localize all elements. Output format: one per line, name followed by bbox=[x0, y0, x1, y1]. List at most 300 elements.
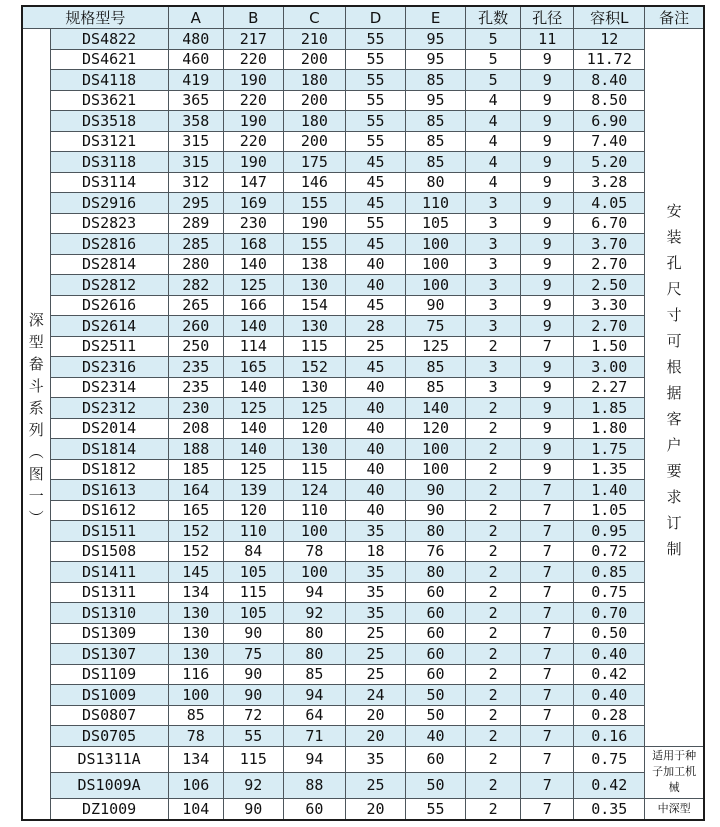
spec-table bbox=[21, 5, 705, 821]
cell-hole-diameter: 7 bbox=[521, 480, 574, 501]
cell-model: DS1009 bbox=[50, 685, 168, 706]
customization-note-text: 安装孔尺寸可根据客户要求订制 bbox=[664, 203, 683, 568]
cell-d: 55 bbox=[345, 111, 405, 132]
cell-hole-count: 3 bbox=[466, 357, 521, 378]
cell-d: 40 bbox=[345, 459, 405, 480]
cell-hole-count: 3 bbox=[466, 316, 521, 337]
cell-volume: 1.35 bbox=[574, 459, 645, 480]
table-row bbox=[22, 541, 704, 562]
cell-volume: 1.05 bbox=[574, 500, 645, 521]
cell-a: 312 bbox=[168, 172, 223, 193]
cell-c: 130 bbox=[283, 316, 345, 337]
cell-hole-count: 5 bbox=[466, 70, 521, 91]
cell-b: 140 bbox=[223, 316, 283, 337]
cell-a: 365 bbox=[168, 90, 223, 111]
cell-d: 24 bbox=[345, 685, 405, 706]
cell-hole-count: 4 bbox=[466, 131, 521, 152]
cell-e: 95 bbox=[406, 49, 466, 70]
table-row bbox=[22, 603, 704, 624]
cell-c: 71 bbox=[283, 726, 345, 747]
cell-volume: 1.85 bbox=[574, 398, 645, 419]
table-body bbox=[22, 29, 704, 821]
cell-volume: 6.90 bbox=[574, 111, 645, 132]
table-row bbox=[22, 705, 704, 726]
table-row bbox=[22, 316, 704, 337]
cell-hole-diameter: 9 bbox=[521, 49, 574, 70]
cell-d: 55 bbox=[345, 90, 405, 111]
table-row bbox=[22, 799, 704, 820]
cell-a: 285 bbox=[168, 234, 223, 255]
header-d: D bbox=[345, 6, 405, 29]
cell-volume: 8.50 bbox=[574, 90, 645, 111]
cell-volume: 0.35 bbox=[574, 799, 645, 820]
cell-a: 235 bbox=[168, 357, 223, 378]
cell-e: 76 bbox=[406, 541, 466, 562]
table-row bbox=[22, 254, 704, 275]
cell-b: 92 bbox=[223, 772, 283, 798]
cell-hole-diameter: 7 bbox=[521, 644, 574, 665]
cell-d: 28 bbox=[345, 316, 405, 337]
cell-d: 40 bbox=[345, 275, 405, 296]
cell-d: 18 bbox=[345, 541, 405, 562]
cell-hole-diameter: 9 bbox=[521, 439, 574, 460]
cell-hole-diameter: 9 bbox=[521, 90, 574, 111]
cell-model: DS1613 bbox=[50, 480, 168, 501]
cell-hole-diameter: 9 bbox=[521, 111, 574, 132]
cell-d: 45 bbox=[345, 152, 405, 173]
table-row bbox=[22, 275, 704, 296]
cell-e: 90 bbox=[406, 480, 466, 501]
cell-model: DS1310 bbox=[50, 603, 168, 624]
cell-hole-count: 2 bbox=[466, 644, 521, 665]
cell-e: 100 bbox=[406, 234, 466, 255]
cell-d: 55 bbox=[345, 70, 405, 91]
cell-model: DS1309 bbox=[50, 623, 168, 644]
cell-model: DS1511 bbox=[50, 521, 168, 542]
cell-c: 152 bbox=[283, 357, 345, 378]
cell-hole-count: 2 bbox=[466, 459, 521, 480]
cell-a: 282 bbox=[168, 275, 223, 296]
cell-model: DS3118 bbox=[50, 152, 168, 173]
table-row bbox=[22, 172, 704, 193]
cell-a: 104 bbox=[168, 799, 223, 820]
cell-hole-count: 2 bbox=[466, 664, 521, 685]
table-row bbox=[22, 480, 704, 501]
cell-b: 220 bbox=[223, 131, 283, 152]
cell-model: DS1814 bbox=[50, 439, 168, 460]
cell-a: 134 bbox=[168, 582, 223, 603]
cell-a: 419 bbox=[168, 70, 223, 91]
cell-hole-count: 4 bbox=[466, 90, 521, 111]
cell-volume: 8.40 bbox=[574, 70, 645, 91]
cell-c: 80 bbox=[283, 623, 345, 644]
table-row bbox=[22, 70, 704, 91]
cell-a: 152 bbox=[168, 541, 223, 562]
cell-hole-diameter: 11 bbox=[521, 29, 574, 50]
cell-model: DS0705 bbox=[50, 726, 168, 747]
cell-hole-diameter: 7 bbox=[521, 336, 574, 357]
cell-a: 116 bbox=[168, 664, 223, 685]
cell-e: 100 bbox=[406, 439, 466, 460]
header-b: B bbox=[223, 6, 283, 29]
cell-a: 164 bbox=[168, 480, 223, 501]
cell-a: 130 bbox=[168, 623, 223, 644]
cell-c: 190 bbox=[283, 213, 345, 234]
cell-c: 78 bbox=[283, 541, 345, 562]
cell-e: 60 bbox=[406, 603, 466, 624]
cell-a: 295 bbox=[168, 193, 223, 214]
cell-c: 60 bbox=[283, 799, 345, 820]
cell-hole-diameter: 7 bbox=[521, 799, 574, 820]
cell-b: 140 bbox=[223, 254, 283, 275]
cell-e: 60 bbox=[406, 664, 466, 685]
cell-b: 140 bbox=[223, 418, 283, 439]
header-hole-diameter: 孔径 bbox=[521, 6, 574, 29]
cell-c: 154 bbox=[283, 295, 345, 316]
cell-volume: 0.42 bbox=[574, 772, 645, 798]
table-row bbox=[22, 29, 704, 50]
cell-d: 45 bbox=[345, 234, 405, 255]
cell-b: 90 bbox=[223, 664, 283, 685]
cell-volume: 1.75 bbox=[574, 439, 645, 460]
cell-c: 92 bbox=[283, 603, 345, 624]
cell-d: 40 bbox=[345, 254, 405, 275]
table-row bbox=[22, 439, 704, 460]
cell-hole-diameter: 9 bbox=[521, 275, 574, 296]
cell-hole-count: 2 bbox=[466, 623, 521, 644]
cell-c: 85 bbox=[283, 664, 345, 685]
cell-a: 358 bbox=[168, 111, 223, 132]
cell-model: DS1009A bbox=[50, 772, 168, 798]
cell-e: 60 bbox=[406, 644, 466, 665]
cell-a: 130 bbox=[168, 644, 223, 665]
table-row bbox=[22, 152, 704, 173]
cell-d: 40 bbox=[345, 398, 405, 419]
cell-d: 20 bbox=[345, 705, 405, 726]
cell-volume: 4.05 bbox=[574, 193, 645, 214]
header-volume: 容积L bbox=[574, 6, 645, 29]
cell-volume: 6.70 bbox=[574, 213, 645, 234]
cell-hole-diameter: 7 bbox=[521, 500, 574, 521]
cell-c: 130 bbox=[283, 275, 345, 296]
cell-e: 85 bbox=[406, 357, 466, 378]
cell-a: 480 bbox=[168, 29, 223, 50]
cell-hole-count: 5 bbox=[466, 29, 521, 50]
cell-hole-count: 2 bbox=[466, 746, 521, 772]
header-model: 规格型号 bbox=[22, 6, 168, 29]
cell-hole-count: 4 bbox=[466, 172, 521, 193]
cell-e: 95 bbox=[406, 90, 466, 111]
cell-model: DS2314 bbox=[50, 377, 168, 398]
cell-b: 105 bbox=[223, 562, 283, 583]
cell-b: 125 bbox=[223, 398, 283, 419]
cell-c: 88 bbox=[283, 772, 345, 798]
table-row bbox=[22, 685, 704, 706]
cell-c: 200 bbox=[283, 49, 345, 70]
cell-c: 124 bbox=[283, 480, 345, 501]
cell-b: 140 bbox=[223, 439, 283, 460]
cell-hole-diameter: 7 bbox=[521, 603, 574, 624]
header-hole-count: 孔数 bbox=[466, 6, 521, 29]
cell-c: 180 bbox=[283, 70, 345, 91]
cell-volume: 2.27 bbox=[574, 377, 645, 398]
cell-model: DS0807 bbox=[50, 705, 168, 726]
cell-d: 25 bbox=[345, 644, 405, 665]
cell-volume: 0.28 bbox=[574, 705, 645, 726]
cell-d: 40 bbox=[345, 418, 405, 439]
cell-hole-count: 3 bbox=[466, 377, 521, 398]
cell-volume: 3.70 bbox=[574, 234, 645, 255]
cell-a: 280 bbox=[168, 254, 223, 275]
cell-c: 120 bbox=[283, 418, 345, 439]
cell-model: DZ1009 bbox=[50, 799, 168, 820]
cell-b: 75 bbox=[223, 644, 283, 665]
cell-b: 139 bbox=[223, 480, 283, 501]
cell-e: 140 bbox=[406, 398, 466, 419]
cell-d: 20 bbox=[345, 726, 405, 747]
cell-d: 35 bbox=[345, 746, 405, 772]
cell-volume: 3.28 bbox=[574, 172, 645, 193]
cell-a: 130 bbox=[168, 603, 223, 624]
cell-e: 110 bbox=[406, 193, 466, 214]
cell-hole-count: 2 bbox=[466, 521, 521, 542]
cell-volume: 1.80 bbox=[574, 418, 645, 439]
cell-hole-count: 2 bbox=[466, 439, 521, 460]
cell-e: 80 bbox=[406, 562, 466, 583]
cell-b: 140 bbox=[223, 377, 283, 398]
cell-hole-count: 2 bbox=[466, 336, 521, 357]
cell-d: 45 bbox=[345, 357, 405, 378]
cell-model: DS2511 bbox=[50, 336, 168, 357]
cell-model: DS1109 bbox=[50, 664, 168, 685]
cell-volume: 11.72 bbox=[574, 49, 645, 70]
cell-d: 35 bbox=[345, 562, 405, 583]
cell-b: 72 bbox=[223, 705, 283, 726]
cell-model: DS2916 bbox=[50, 193, 168, 214]
cell-hole-diameter: 9 bbox=[521, 295, 574, 316]
cell-model: DS2312 bbox=[50, 398, 168, 419]
cell-c: 80 bbox=[283, 644, 345, 665]
cell-hole-count: 3 bbox=[466, 295, 521, 316]
table-row bbox=[22, 213, 704, 234]
table-row bbox=[22, 357, 704, 378]
table-row bbox=[22, 111, 704, 132]
cell-d: 40 bbox=[345, 439, 405, 460]
cell-c: 138 bbox=[283, 254, 345, 275]
cell-c: 94 bbox=[283, 582, 345, 603]
cell-hole-count: 2 bbox=[466, 480, 521, 501]
cell-b: 120 bbox=[223, 500, 283, 521]
cell-c: 100 bbox=[283, 562, 345, 583]
cell-c: 110 bbox=[283, 500, 345, 521]
cell-hole-diameter: 9 bbox=[521, 152, 574, 173]
cell-model: DS1307 bbox=[50, 644, 168, 665]
cell-a: 230 bbox=[168, 398, 223, 419]
cell-d: 40 bbox=[345, 500, 405, 521]
cell-a: 145 bbox=[168, 562, 223, 583]
cell-c: 94 bbox=[283, 746, 345, 772]
cell-model: DS4118 bbox=[50, 70, 168, 91]
cell-c: 200 bbox=[283, 131, 345, 152]
cell-hole-count: 2 bbox=[466, 541, 521, 562]
cell-b: 115 bbox=[223, 746, 283, 772]
cell-volume: 3.00 bbox=[574, 357, 645, 378]
cell-hole-diameter: 9 bbox=[521, 418, 574, 439]
cell-model: DS2316 bbox=[50, 357, 168, 378]
cell-model: DS4822 bbox=[50, 29, 168, 50]
cell-a: 460 bbox=[168, 49, 223, 70]
cell-b: 190 bbox=[223, 152, 283, 173]
header-c: C bbox=[283, 6, 345, 29]
cell-volume: 2.50 bbox=[574, 275, 645, 296]
cell-model: DS1311 bbox=[50, 582, 168, 603]
header-a: A bbox=[168, 6, 223, 29]
cell-c: 146 bbox=[283, 172, 345, 193]
cell-a: 152 bbox=[168, 521, 223, 542]
cell-hole-count: 2 bbox=[466, 799, 521, 820]
cell-hole-diameter: 9 bbox=[521, 398, 574, 419]
cell-hole-count: 3 bbox=[466, 275, 521, 296]
cell-b: 114 bbox=[223, 336, 283, 357]
cell-hole-diameter: 7 bbox=[521, 541, 574, 562]
cell-volume: 0.42 bbox=[574, 664, 645, 685]
cell-model: DS1612 bbox=[50, 500, 168, 521]
cell-b: 125 bbox=[223, 275, 283, 296]
table-row bbox=[22, 131, 704, 152]
table-row bbox=[22, 90, 704, 111]
cell-b: 169 bbox=[223, 193, 283, 214]
remark-seed-machinery: 适用于种子加工机械 bbox=[645, 746, 704, 799]
cell-volume: 0.50 bbox=[574, 623, 645, 644]
cell-volume: 0.75 bbox=[574, 582, 645, 603]
cell-b: 147 bbox=[223, 172, 283, 193]
cell-hole-count: 3 bbox=[466, 213, 521, 234]
table-row bbox=[22, 459, 704, 480]
cell-model: DS3114 bbox=[50, 172, 168, 193]
cell-model: DS2616 bbox=[50, 295, 168, 316]
cell-a: 106 bbox=[168, 772, 223, 798]
cell-hole-count: 2 bbox=[466, 500, 521, 521]
cell-d: 45 bbox=[345, 295, 405, 316]
cell-d: 55 bbox=[345, 213, 405, 234]
cell-e: 50 bbox=[406, 705, 466, 726]
cell-a: 265 bbox=[168, 295, 223, 316]
table-row bbox=[22, 418, 704, 439]
cell-volume: 0.40 bbox=[574, 644, 645, 665]
cell-model: DS1812 bbox=[50, 459, 168, 480]
cell-hole-count: 2 bbox=[466, 603, 521, 624]
table-row bbox=[22, 623, 704, 644]
cell-e: 85 bbox=[406, 377, 466, 398]
series-vertical-label-text: 深型畚斗系列（图一） bbox=[26, 312, 45, 532]
cell-b: 220 bbox=[223, 49, 283, 70]
cell-hole-diameter: 9 bbox=[521, 357, 574, 378]
table-row bbox=[22, 398, 704, 419]
cell-d: 45 bbox=[345, 172, 405, 193]
cell-hole-diameter: 9 bbox=[521, 377, 574, 398]
cell-model: DS3621 bbox=[50, 90, 168, 111]
cell-c: 64 bbox=[283, 705, 345, 726]
cell-e: 105 bbox=[406, 213, 466, 234]
header-e: E bbox=[406, 6, 466, 29]
cell-e: 60 bbox=[406, 582, 466, 603]
cell-hole-count: 3 bbox=[466, 193, 521, 214]
cell-a: 315 bbox=[168, 152, 223, 173]
table-row bbox=[22, 644, 704, 665]
table-row bbox=[22, 772, 704, 798]
cell-volume: 0.16 bbox=[574, 726, 645, 747]
cell-hole-count: 4 bbox=[466, 152, 521, 173]
cell-a: 208 bbox=[168, 418, 223, 439]
cell-c: 130 bbox=[283, 439, 345, 460]
cell-hole-diameter: 7 bbox=[521, 623, 574, 644]
cell-hole-diameter: 9 bbox=[521, 172, 574, 193]
cell-e: 100 bbox=[406, 459, 466, 480]
cell-e: 125 bbox=[406, 336, 466, 357]
cell-hole-count: 4 bbox=[466, 111, 521, 132]
cell-d: 35 bbox=[345, 603, 405, 624]
cell-c: 155 bbox=[283, 193, 345, 214]
cell-b: 166 bbox=[223, 295, 283, 316]
cell-hole-count: 2 bbox=[466, 398, 521, 419]
cell-d: 45 bbox=[345, 193, 405, 214]
cell-hole-diameter: 9 bbox=[521, 70, 574, 91]
cell-hole-count: 2 bbox=[466, 562, 521, 583]
cell-hole-diameter: 7 bbox=[521, 705, 574, 726]
cell-a: 188 bbox=[168, 439, 223, 460]
cell-model: DS2812 bbox=[50, 275, 168, 296]
cell-hole-diameter: 9 bbox=[521, 254, 574, 275]
cell-volume: 0.75 bbox=[574, 746, 645, 772]
cell-e: 60 bbox=[406, 623, 466, 644]
cell-b: 90 bbox=[223, 623, 283, 644]
table-row bbox=[22, 746, 704, 772]
cell-volume: 7.40 bbox=[574, 131, 645, 152]
cell-a: 185 bbox=[168, 459, 223, 480]
cell-d: 40 bbox=[345, 480, 405, 501]
cell-e: 80 bbox=[406, 172, 466, 193]
cell-e: 50 bbox=[406, 772, 466, 798]
cell-b: 55 bbox=[223, 726, 283, 747]
cell-e: 95 bbox=[406, 29, 466, 50]
cell-hole-diameter: 9 bbox=[521, 459, 574, 480]
cell-model: DS1311A bbox=[50, 746, 168, 772]
cell-hole-diameter: 7 bbox=[521, 772, 574, 798]
cell-b: 110 bbox=[223, 521, 283, 542]
cell-a: 78 bbox=[168, 726, 223, 747]
cell-c: 100 bbox=[283, 521, 345, 542]
cell-hole-count: 2 bbox=[466, 582, 521, 603]
table-row bbox=[22, 726, 704, 747]
cell-model: DS2614 bbox=[50, 316, 168, 337]
cell-volume: 1.40 bbox=[574, 480, 645, 501]
table-row bbox=[22, 49, 704, 70]
cell-hole-diameter: 9 bbox=[521, 316, 574, 337]
cell-b: 90 bbox=[223, 799, 283, 820]
cell-c: 115 bbox=[283, 459, 345, 480]
cell-a: 250 bbox=[168, 336, 223, 357]
cell-volume: 0.72 bbox=[574, 541, 645, 562]
cell-a: 100 bbox=[168, 685, 223, 706]
cell-b: 168 bbox=[223, 234, 283, 255]
cell-volume: 2.70 bbox=[574, 316, 645, 337]
remark-medium-deep: 中深型 bbox=[645, 799, 704, 820]
cell-hole-diameter: 9 bbox=[521, 213, 574, 234]
cell-hole-diameter: 7 bbox=[521, 726, 574, 747]
cell-e: 80 bbox=[406, 521, 466, 542]
table-row bbox=[22, 234, 704, 255]
cell-d: 35 bbox=[345, 582, 405, 603]
